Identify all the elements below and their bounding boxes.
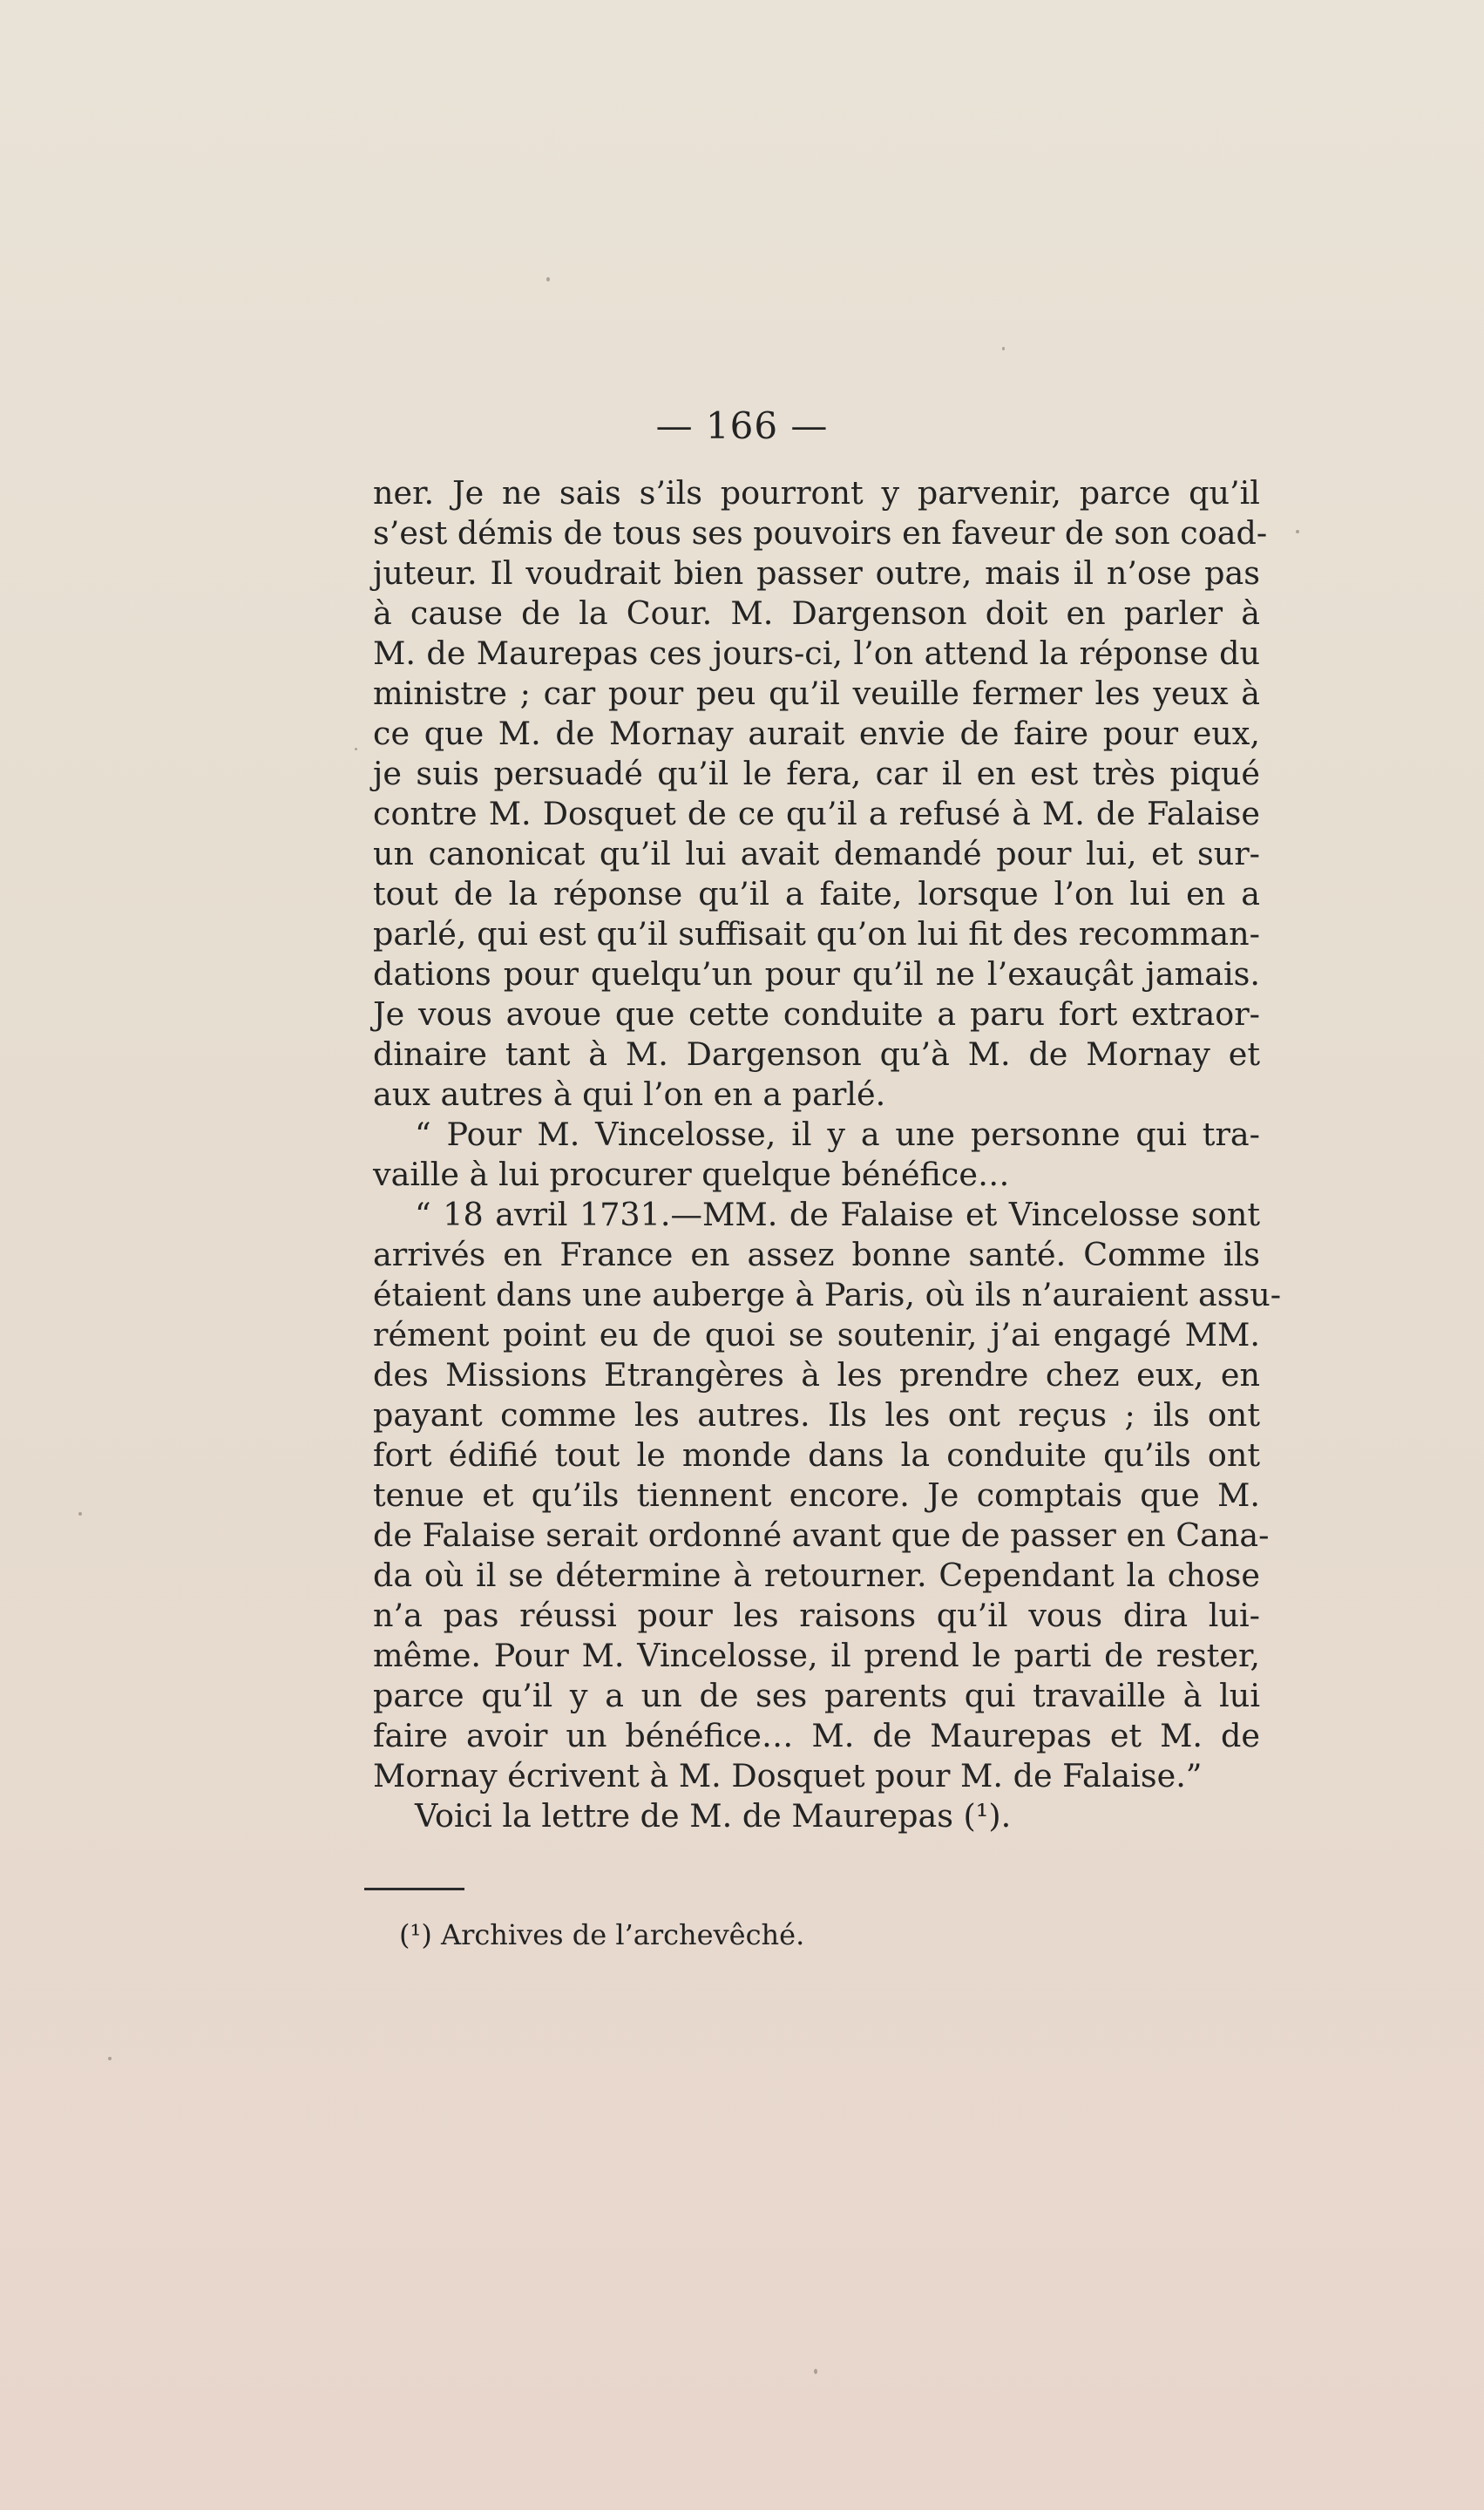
- footnote-rule: [364, 1888, 464, 1890]
- paragraph-line: Voici la lettre de M. de Maurepas (¹).: [415, 1797, 1012, 1835]
- paper-speck: [355, 748, 357, 750]
- quote-start-line: “ 18 avril 1731.—MM. de Falaise et Vincelosse sont: [415, 1196, 1260, 1233]
- text-line: arrivés en France en assez bonne santé. Comme ils: [373, 1236, 1260, 1273]
- text-line: da où il se détermine à retourner. Cependant la chose: [373, 1557, 1260, 1594]
- text-line: rément point eu de quoi se soutenir, j’ai engagé MM.: [373, 1316, 1260, 1353]
- text-line: faire avoir un bénéfice… M. de Maurepas et M. de: [373, 1717, 1260, 1754]
- body-text: [373, 473, 1282, 1836]
- text-line: étaient dans une auberge à Paris, où ils n’auraient assu-: [373, 1276, 1282, 1313]
- footnote: (¹) Archives de l’archevêché.: [399, 1918, 805, 1951]
- text-line: dinaire tant à M. Dargenson qu’à M. de Mornay et: [373, 1035, 1260, 1073]
- paper-speck: [1296, 530, 1299, 533]
- text-line: s’est démis de tous ses pouvoirs en faveur de son coad-: [373, 514, 1268, 552]
- text-line: ministre ; car pour peu qu’il veuille fermer les yeux à: [373, 675, 1260, 712]
- paper-speck: [814, 2369, 817, 2374]
- text-line: à cause de la Cour. M. Dargenson doit en parler à: [373, 594, 1260, 632]
- text-line: je suis persuadé qu’il le fera, car il en est très piqué: [373, 755, 1260, 792]
- paragraph-end-line: Mornay écrivent à M. Dosquet pour M. de Falaise.”: [373, 1757, 1203, 1794]
- text-line: de Falaise serait ordonné avant que de passer en Cana-: [373, 1516, 1270, 1554]
- text-line: des Missions Etrangères à les prendre chez eux, en: [373, 1356, 1260, 1394]
- paper-speck: [78, 1512, 82, 1516]
- paragraph-end-line: aux autres à qui l’on en a parlé.: [373, 1075, 886, 1113]
- text-line: parlé, qui est qu’il suffisait qu’on lui fit des recomman-: [373, 915, 1260, 953]
- text-line: tout de la réponse qu’il a faite, lorsque l’on lui en a: [373, 875, 1260, 912]
- text-line: M. de Maurepas ces jours-ci, l’on attend la réponse du: [373, 634, 1260, 672]
- text-line: ce que M. de Mornay aurait envie de faire pour eux,: [373, 715, 1260, 752]
- text-line: tenue et qu’ils tiennent encore. Je comptais que M.: [373, 1476, 1260, 1514]
- paper-speck: [546, 277, 550, 282]
- text-line: n’a pas réussi pour les raisons qu’il vous dira lui-: [373, 1597, 1260, 1634]
- paragraph-end-line: vaille à lui procurer quelque bénéfice…: [373, 1156, 1010, 1193]
- text-line: ner. Je ne sais s’ils pourront y parvenir, parce qu’il: [373, 474, 1260, 512]
- text-line: payant comme les autres. Ils les ont reçus ; ils ont: [373, 1396, 1260, 1434]
- text-line: parce qu’il y a un de ses parents qui travaille à lui: [373, 1677, 1260, 1714]
- text-line: Je vous avoue que cette conduite a paru fort extraor-: [373, 995, 1260, 1033]
- text-line: même. Pour M. Vincelosse, il prend le parti de rester,: [373, 1637, 1260, 1674]
- page-number: — 166 —: [655, 404, 829, 447]
- paper-speck: [1002, 347, 1005, 350]
- text-line: juteur. Il voudrait bien passer outre, mais il n’ose pas: [373, 554, 1260, 592]
- text-line: fort édifié tout le monde dans la conduite qu’ils ont: [373, 1436, 1260, 1474]
- text-line: dations pour quelqu’un pour qu’il ne l’exauçât jamais.: [373, 955, 1260, 993]
- text-line: un canonicat qu’il lui avait demandé pour lui, et sur-: [373, 835, 1260, 872]
- text-line: contre M. Dosquet de ce qu’il a refusé à M. de Falaise: [373, 795, 1260, 832]
- paper-speck: [108, 2057, 112, 2060]
- quote-start-line: “ Pour M. Vincelosse, il y a une personne qui tra-: [415, 1116, 1260, 1153]
